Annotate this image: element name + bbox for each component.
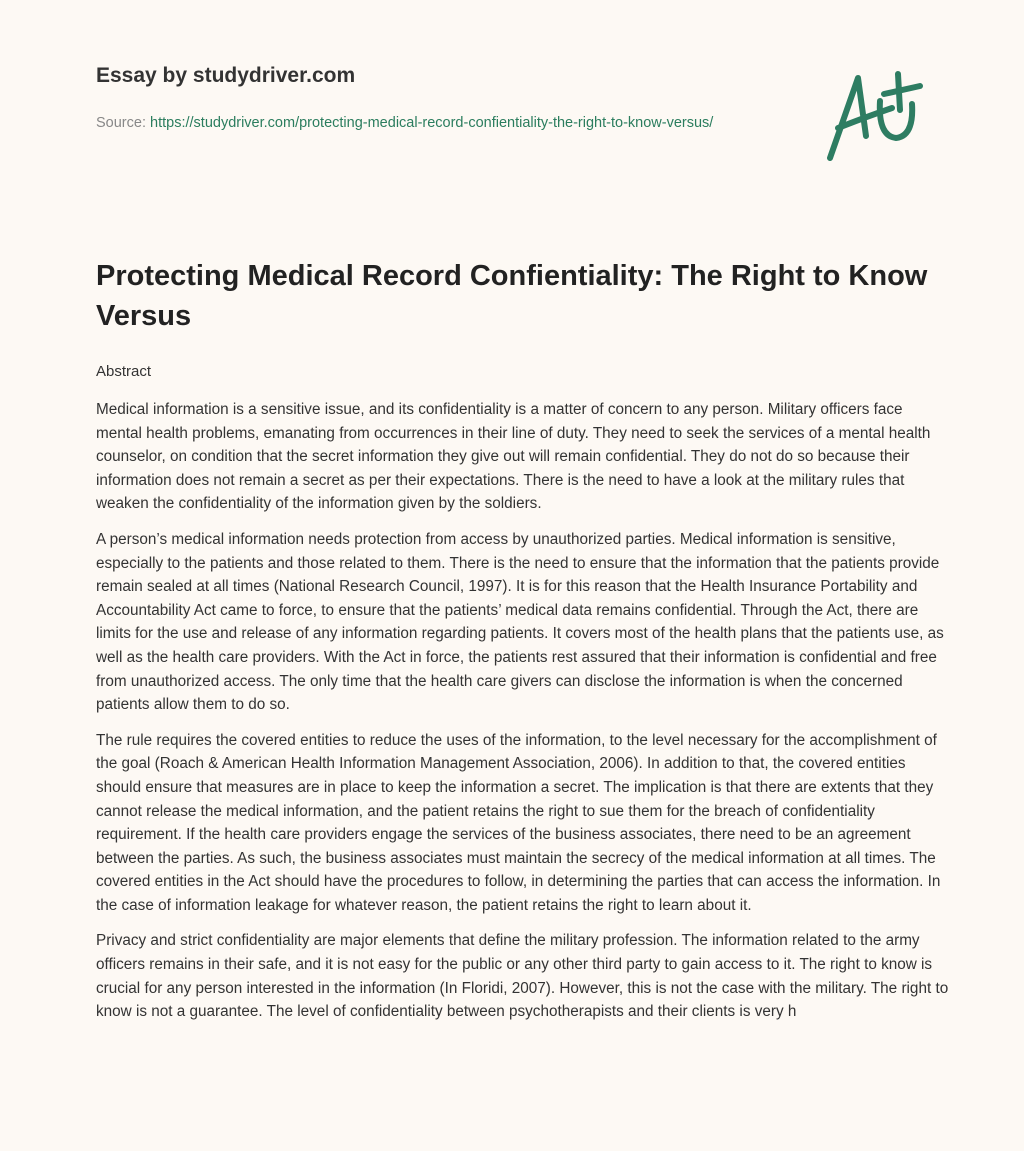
abstract-heading: Abstract: [96, 363, 152, 380]
paragraph: Medical information is a sensitive issue, and its confidentiality is a matter of concern to any person. Military officers face mental health problems, emanating from occurrences in their line of duty. They need to seek the services of a mental health counselor, on condition that the secret information they give out will remain confidential. They do not do so because their information does not remain a secret as per their expectations. There is the need to have a look at the military rules that weaken the confidentiality of the information given by the soldiers.: [96, 401, 931, 513]
source-link[interactable]: https://studydriver.com/protecting-medical-record-confientiality-the-right-to-know-versus/: [150, 115, 714, 131]
article: [0, 256, 1024, 1024]
paragraph: The rule requires the covered entities to reduce the uses of the information, to the level necessary for the accomplishment of the goal (Roach & American Health Information Management Association, 2006). In addition to that, the covered entities should ensure that measures are in place to keep the information a secret. The implication is that there are extents that they cannot release the medical information, and the patient retains the right to sue them for the breach of confidentiality requirement. If the health care providers engage the services of the business associates, there need to be an agreement between the parties. As such, the business associates must maintain the secrecy of the medical information at all times. The covered entities in the Act should have the procedures to follow, in determining the parties that can access the information. In the case of information leakage for whatever reason, the patient retains the right to learn about it.: [96, 731, 941, 914]
paragraph: Privacy and strict confidentiality are major elements that define the military profession. The information related to the army officers remains in their safe, and it is not easy for the public or any other third party to gain access to it. The right to know is crucial for any person interested in the information (In Floridi, 2007). However, this is not the case with the military. The right to know is not a guarantee. The level of confidentiality between psychotherapists and their clients is very h: [96, 932, 949, 1021]
paragraph: A person’s medical information needs protection from access by unauthorized parties. Medical information is sensitive, especially to the patients and those related to them. There is the need to ensure that the information that the patients provide remain sealed at all times (National Research Council, 1997). It is for this reason that the Health Insurance Portability and Accountability Act came to force, to ensure that the patients’ medical data remains confidential. Through the Act, there are limits for the use and release of any information regarding patients. It covers most of the health plans that the patients use, as well as the health care providers. With the Act in force, the patients rest assured that their information is confidential and free from unauthorized access. The only time that the health care givers can disclose the information is when the concerned patients allow them to do so.: [96, 530, 944, 714]
page-header: [0, 0, 1024, 230]
source-line: [96, 112, 736, 135]
article-title: Protecting Medical Record Confientiality: The Right to Know Versus: [96, 260, 928, 332]
a-plus-logo-icon: [818, 66, 928, 166]
site-brand: Essay by studydriver.com: [96, 64, 356, 87]
source-label: Source:: [96, 115, 146, 131]
